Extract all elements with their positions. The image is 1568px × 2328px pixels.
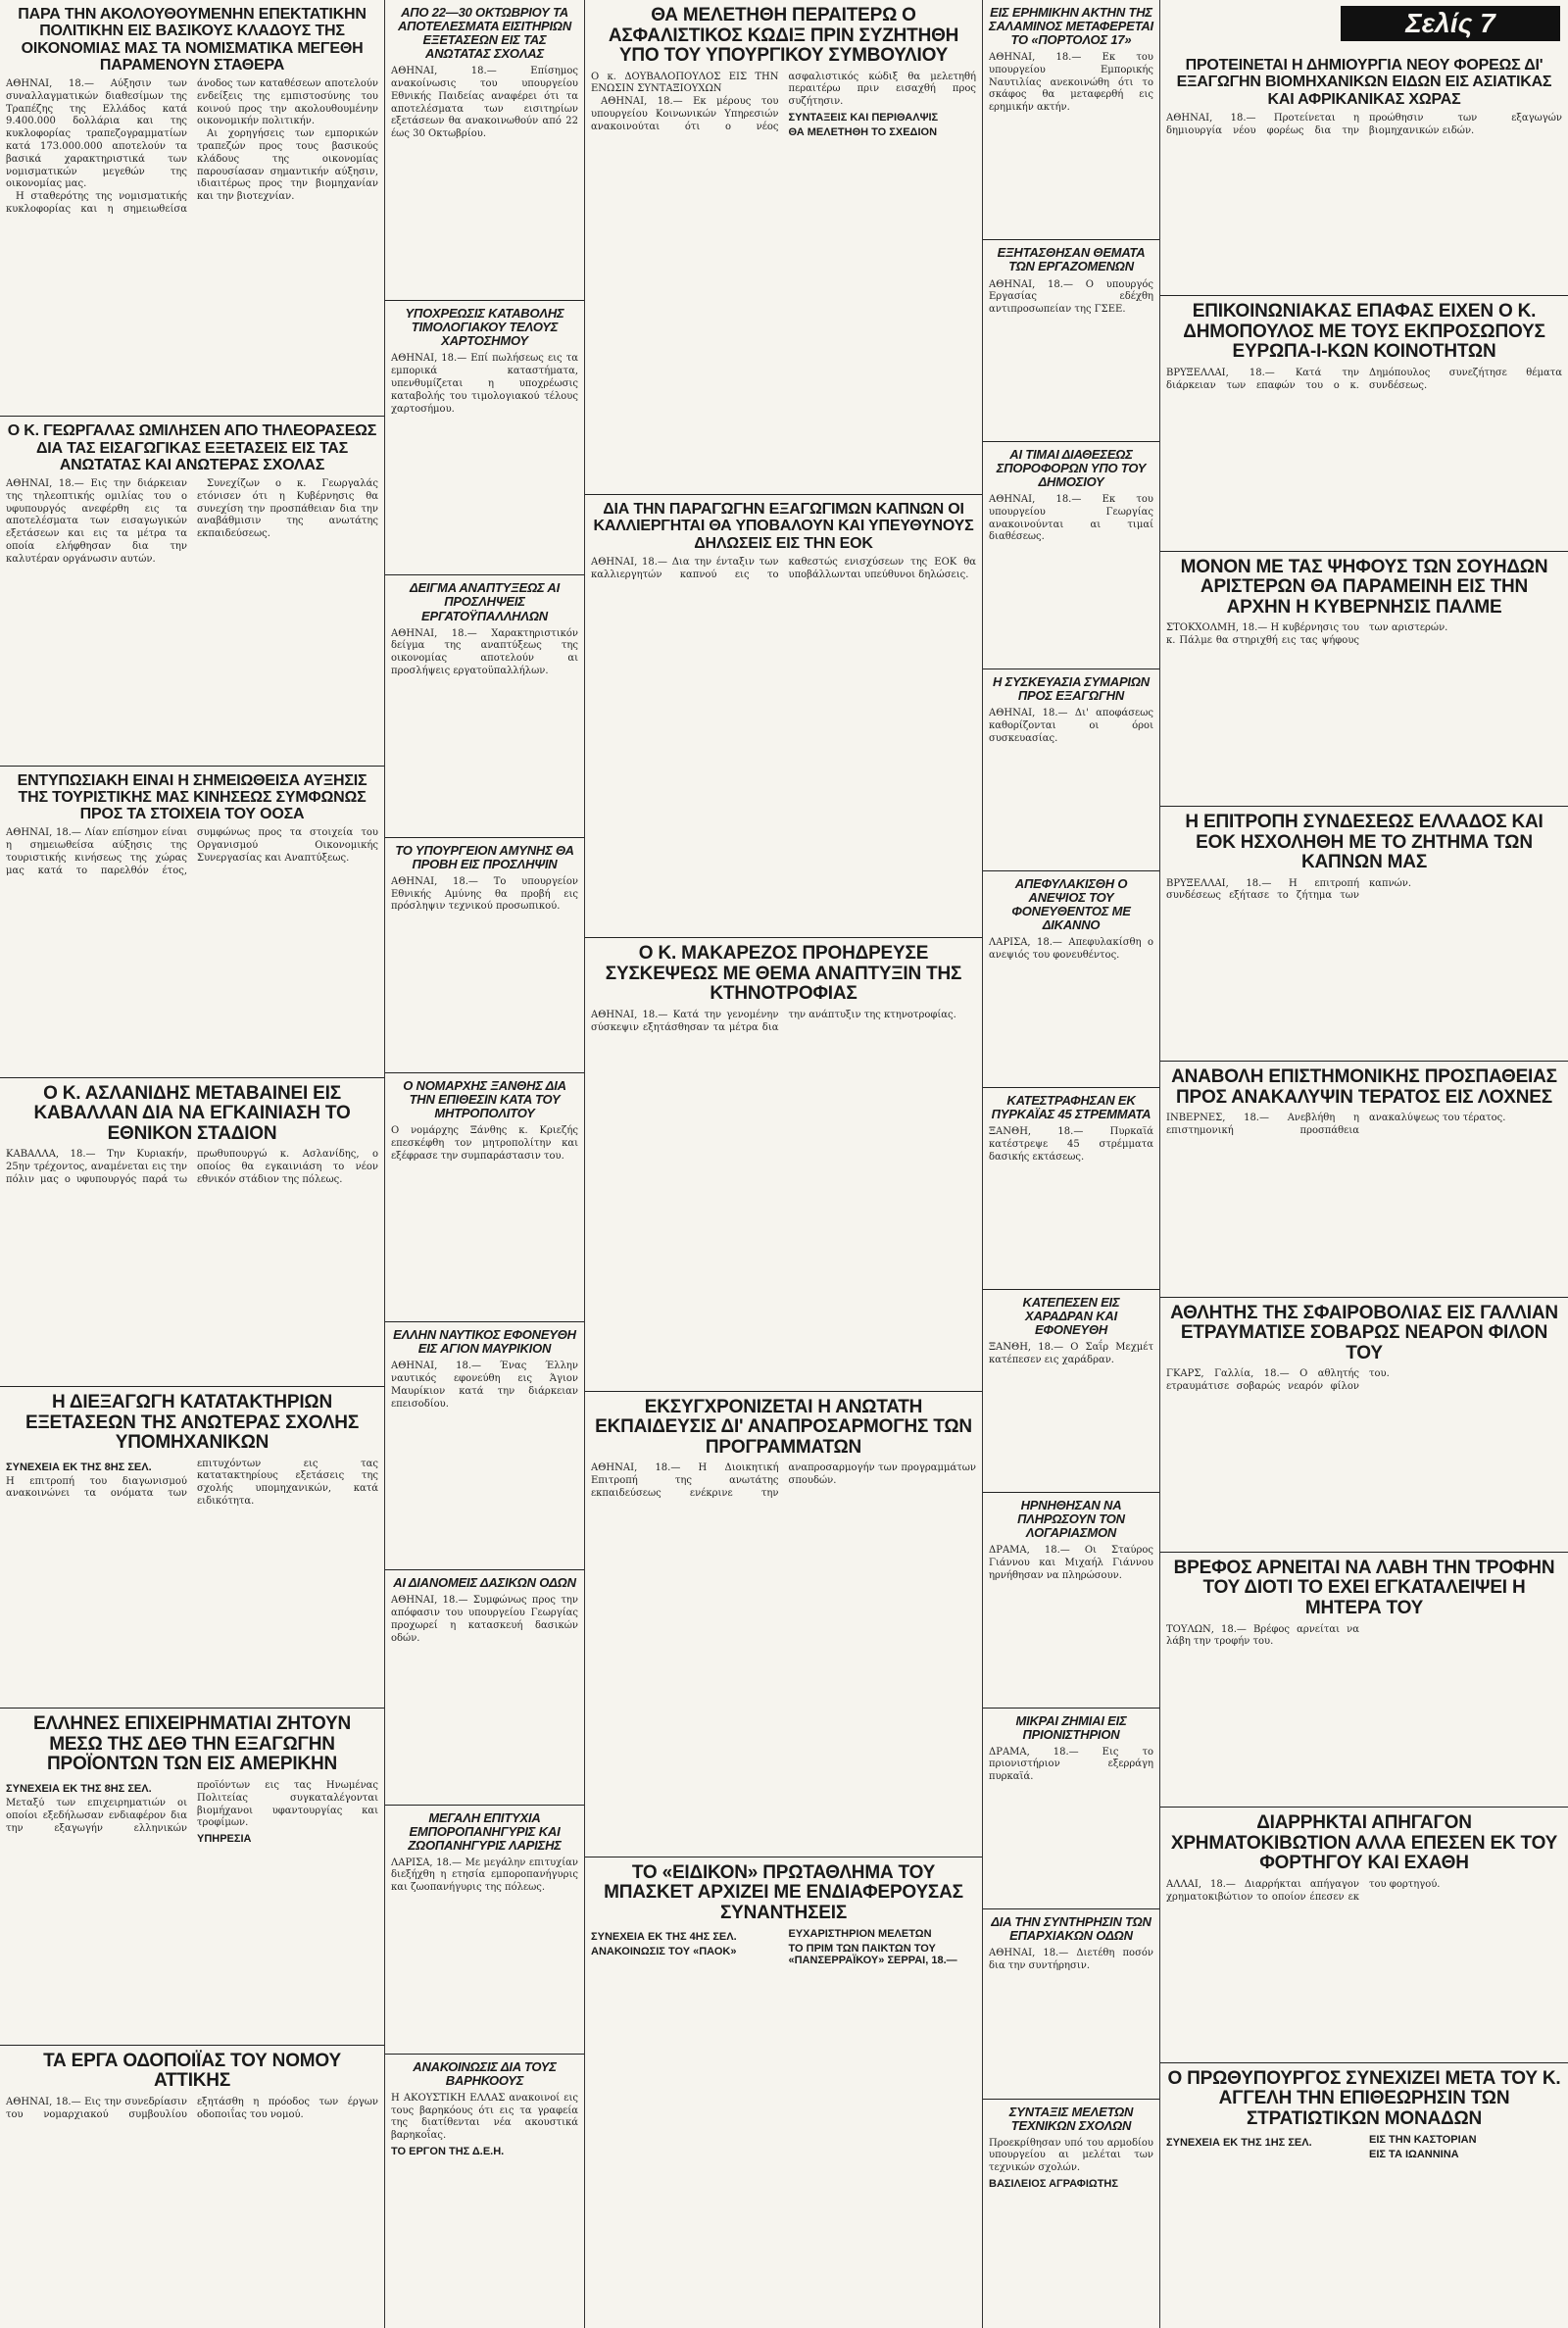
- headline: ΕΙΣ ΕΡΗΜΙΚΗΝ ΑΚΤΗΝ ΤΗΣ ΣΑΛΑΜΙΝΟΣ ΜΕΤΑΦΕΡΕΤΑΙ ΤΟ «ΠΟΡΤΟΛΟΣ 17»: [989, 5, 1153, 48]
- subheading: ΤΟ ΕΡΓΟΝ ΤΗΣ Δ.Ε.Η.: [391, 2146, 505, 2157]
- article-body: [591, 557, 976, 582]
- article: [983, 1709, 1159, 1909]
- article-body: [391, 1125, 578, 1163]
- column-2: [385, 0, 584, 2328]
- paragraph: ΛΑΡΙΣΑ, 18.— Απεφυλακίσθη ο ανεψιός του φονευθέντος.: [989, 936, 1153, 961]
- article-body: [6, 1780, 378, 1845]
- article-body: [591, 1010, 976, 1035]
- article-body: [989, 937, 1153, 963]
- article: [1160, 51, 1568, 296]
- headline: ΕΛΛΗΝ ΝΑΥΤΙΚΟΣ ΕΦΟΝΕΥΘΗ ΕΙΣ ΑΓΙΟΝ ΜΑΥΡΙΚΙΟΝ: [393, 1327, 576, 1357]
- article: [385, 0, 584, 301]
- article-body: [391, 1361, 578, 1411]
- article-body: [591, 72, 976, 138]
- headline: ΣΥΝΤΑΞΙΣ ΜΕΛΕΤΩΝ ΤΕΧΝΙΚΩΝ ΣΧΟΛΩΝ: [1008, 2104, 1134, 2133]
- paragraph: ΚΑΒΑΛΛΑ, 18.— Την Κυριακήν, 25ην τρέχοντος, αναμένεται εις την πόλιν μας ο υφυπουργός παρά τω πρωθυπουργώ κ. Ασλανίδης, ο οποίος θα εγκαινιάση το νέον εθνικόν στάδιον της πόλεως.: [6, 1149, 378, 1185]
- article: [0, 1078, 384, 1387]
- headline: Η ΕΠΙΤΡΟΠΗ ΣΥΝΔΕΣΕΩΣ ΕΛΛΑΔΟΣ ΚΑΙ ΕΟΚ ΗΣΧΟΛΗΘΗ ΜΕ ΤΟ ΖΗΤΗΜΑ ΤΩΝ ΚΑΠΝΩΝ ΜΑΣ: [1185, 811, 1544, 873]
- headline: ΔΙΑ ΤΗΝ ΣΥΝΤΗΡΗΣΙΝ ΤΩΝ ΕΠΑΡΧΙΑΚΩΝ ΟΔΩΝ: [991, 1914, 1152, 1944]
- headline: ΕΠΙΚΟΙΝΩΝΙΑΚΑΣ ΕΠΑΦΑΣ ΕΙΧΕΝ Ο Κ. ΔΗΜΟΠΟΥΛΟΣ ΜΕ ΤΟΥΣ ΕΚΠΡΟΣΩΠΟΥΣ ΕΥΡΩΠΑ-Ι-ΚΩΝ ΚΟΙΝΟΤΗΤΩΝ: [1183, 301, 1545, 363]
- paragraph: ΑΘΗΝΑΙ, 18.— Συμφώνως προς την απόφασιν του υπουργείου Γεωργίας προχωρεί η κατασκευή δασικών οδών.: [391, 1595, 578, 1644]
- article-body: [989, 52, 1153, 115]
- headline: ΒΡΕΦΟΣ ΑΡΝΕΙΤΑΙ ΝΑ ΛΑΒΗ ΤΗΝ ΤΡΟΦΗΝ ΤΟΥ ΔΙΟΤΙ ΤΟ ΕΧΕΙ ΕΓΚΑΤΑΛΕΙΨΕΙ Η ΜΗΤΕΡΑ ΤΟΥ: [1173, 1557, 1555, 1618]
- article: [385, 1322, 584, 1570]
- column-1: [0, 0, 384, 2328]
- article-body: [1166, 113, 1562, 138]
- article: [983, 1088, 1159, 1289]
- paragraph: ΔΡΑΜΑ, 18.— Εις το πριονιστήριον εξερράγη πυρκαϊά.: [989, 1746, 1153, 1783]
- paragraph: ΒΡΥΞΕΛΛΑΙ, 18.— Η επιτροπή συνδέσεως εξήτασε το ζήτημα των καπνών.: [1166, 877, 1412, 902]
- subheading: ΤΟ ΠΡΙΜ ΤΩΝ ΠΑΙΚΤΩΝ ΤΟΥ «ΠΑΝΣΕΡΡΑΪΚΟΥ» ΣΕΡΡΑΙ, 18.—: [788, 1943, 957, 1967]
- article-body: [989, 279, 1153, 317]
- headline: ΤΟ «ΕΙΔΙΚΟΝ» ΠΡΩΤΑΘΛΗΜΑ ΤΟΥ ΜΠΑΣΚΕΤ ΑΡΧΙΖΕΙ ΜΕ ΕΝΔΙΑΦΕΡΟΥΣΑΣ ΣΥΝΑΝΤΗΣΕΙΣ: [604, 1861, 963, 1923]
- paragraph: Ο νομάρχης Ξάνθης κ. Κριεζής επεσκέφθη τον μητροπολίτην και εξέφρασε την συμπαράστασιν του.: [391, 1124, 578, 1162]
- headline: ΥΠΟΧΡΕΩΣΙΣ ΚΑΤΑΒΟΛΗΣ ΤΙΜΟΛΟΓΙΑΚΟΥ ΤΕΛΟΥΣ ΧΑΡΤΟΣΗΜΟΥ: [405, 306, 564, 349]
- article-body: [591, 1462, 976, 1500]
- article-body: [391, 628, 578, 678]
- article-body: [1166, 1879, 1562, 1905]
- headline: ΚΑΤΕΠΕΣΕΝ ΕΙΣ ΧΑΡΑΔΡΑΝ ΚΑΙ ΕΦΟΝΕΥΘΗ: [1022, 1294, 1120, 1337]
- headline: ΔΙΑ ΤΗΝ ΠΑΡΑΓΩΓΗΝ ΕΞΑΓΩΓΙΜΩΝ ΚΑΠΝΩΝ ΟΙ ΚΑΛΛΙΕΡΓΗΤΑΙ ΘΑ ΥΠΟΒΑΛΟΥΝ ΚΑΙ ΥΠΕΥΘΥΝΟΥΣ ΔΗΛΩΣΕΙΣ ΕΙΣ ΤΗΝ ΕΟΚ: [593, 501, 974, 552]
- article: [983, 1909, 1159, 2099]
- article-body: [1166, 878, 1562, 904]
- paragraph: Η σταθερότης της νομισματικής κυκλοφορίας και η σημειωθείσα άνοδος των καταθέσεων αποτελούν ενδείξεις της εμπιστοσύνης του κοινού προς την ακολουθουμένην οικονομικήν πολιτικήν.: [6, 78, 378, 216]
- headline: ΜΕΓΑΛΗ ΕΠΙΤΥΧΙΑ ΕΜΠΟΡΟΠΑΝΗΓΥΡΙΣ ΚΑΙ ΖΩΟΠΑΝΗΓΥΡΙΣ ΛΑΡΙΣΗΣ: [408, 1809, 562, 1853]
- paragraph: ΑΘΗΝΑΙ, 18.— Προτείνεται η δημιουργία νέου φορέως δια την προώθησιν των εξαγωγών βιομηχανικών ειδών.: [1166, 112, 1562, 136]
- article-body: [591, 1928, 976, 1966]
- article: [1160, 807, 1568, 1062]
- masthead-bar: [1333, 0, 1568, 41]
- paragraph: ΙΝΒΕΡΝΕΣ, 18.— Ανεβλήθη η επιστημονική προσπάθεια ανακαλύψεως του τέρατος.: [1166, 1113, 1506, 1137]
- paragraph: ΑΘΗΝΑΙ, 18.— Εκ του υπουργείου Εμπορικής Ναυτιλίας ανεκοινώθη ότι το σκάφος θα μεταφερθή εις ερημικήν ακτήν.: [989, 52, 1153, 114]
- subheading: ΣΥΝΤΑΞΕΙΣ ΚΑΙ ΠΕΡΙΘΑΛΨΙΣ: [788, 111, 939, 124]
- article-body: [989, 2138, 1153, 2190]
- headline: ΑΘΛΗΤΗΣ ΤΗΣ ΣΦΑΙΡΟΒΟΛΙΑΣ ΕΙΣ ΓΑΛΛΙΑΝ ΕΤΡΑΥΜΑΤΙΣΕ ΣΟΒΑΡΩΣ ΝΕΑΡΟΝ ΦΙΛΟΝ ΤΟΥ: [1170, 1302, 1558, 1363]
- headline: ΑΝΑΒΟΛΗ ΕΠΙΣΤΗΜΟΝΙΚΗΣ ΠΡΟΣΠΑΘΕΙΑΣ ΠΡΟΣ ΑΝΑΚΑΛΥΨΙΝ ΤΕΡΑΤΟΣ ΕΙΣ ΛΟΧΝΕΣ: [1171, 1066, 1557, 1108]
- article: [1160, 1062, 1568, 1297]
- article: [385, 2055, 584, 2318]
- paragraph: ΛΑΡΙΣΑ, 18.— Με μεγάλην επιτυχίαν διεξήχθη η ετησία εμποροπανήγυρις και ζωοπανήγυρις της πόλεως.: [391, 1857, 578, 1894]
- headline: ΘΑ ΜΕΛΕΤΗΘΗ ΠΕΡΑΙΤΕΡΩ Ο ΑΣΦΑΛΙΣΤΙΚΟΣ ΚΩΔΙΞ ΠΡΙΝ ΣΥΖΗΤΗΘΗ ΥΠΟ ΤΟΥ ΥΠΟΥΡΓΙΚΟΥ ΣΥΜΒΟΥΛΙΟΥ: [608, 5, 959, 67]
- paragraph: ΤΟΥΛΩΝ, 18.— Βρέφος αρνείται να λάβη την τροφήν του.: [1166, 1623, 1359, 1648]
- article-body: [6, 1459, 378, 1509]
- article-body: [989, 708, 1153, 745]
- article-body: [391, 66, 578, 141]
- article: [585, 495, 982, 938]
- article-body: [1166, 2134, 1562, 2160]
- article-body: [391, 1857, 578, 1895]
- headline: ΔΕΙΓΜΑ ΑΝΑΠΤΥΞΕΩΣ ΑΙ ΠΡΟΣΛΗΨΕΙΣ ΕΡΓΑΤΟΫΠΑΛΛΗΛΩΝ: [409, 580, 561, 623]
- headline: ΜΟΝΟΝ ΜΕ ΤΑΣ ΨΗΦΟΥΣ ΤΩΝ ΣΟΥΗΔΩΝ ΑΡΙΣΤΕΡΩΝ ΘΑ ΠΑΡΑΜΕΙΝΗ ΕΙΣ ΤΗΝ ΑΡΧΗΝ Η ΚΥΒΕΡΝΗΣΙΣ ΠΑΛΜΕ: [1180, 556, 1548, 618]
- paragraph: Ο κ. ΔΟΥΒΑΛΟΠΟΥΛΟΣ ΕΙΣ ΤΗΝ ΕΝΩΣΙΝ ΣΥΝΤΑΞΙΟΥΧΩΝ: [591, 71, 779, 95]
- subheading: ΘΑ ΜΕΛΕΤΗΘΗ ΤΟ ΣΧΕΔΙΟΝ: [788, 125, 938, 138]
- headline: Η ΣΥΣΚΕΥΑΣΙΑ ΣΥΜΑΡΙΩΝ ΠΡΟΣ ΕΞΑΓΩΓΗΝ: [993, 674, 1150, 704]
- paragraph: ΑΘΗΝΑΙ, 18.— Χαρακτηριστικόν δείγμα της αναπτύξεως της οικονομίας αποτελούν αι προσλήψεις εργατοϋπαλλήλων.: [391, 627, 578, 676]
- paragraph: ΣΤΟΚΧΟΛΜΗ, 18.— Η κυβέρνησις του κ. Πάλμε θα στηριχθή εις τας ψήφους των αριστερών.: [1166, 622, 1448, 646]
- paragraph: ΑΘΗΝΑΙ, 18.— Εκ μέρους του υπουργείου Κοινωνικών Υπηρεσιών ανακοινούται ότι ο νέος ασφαλιστικός κώδιξ θα μελετηθή περαιτέρω πριν εισαχθή προς συζήτησιν.: [591, 71, 976, 132]
- article: [1160, 1808, 1568, 2062]
- paragraph: ΑΘΗΝΑΙ, 18.— Δια την ένταξιν των καλλιεργητών καπνού εις το καθεστώς ενισχύσεων της ΕΟΚ θα υποβάλλωνται υπεύθυνοι δηλώσεις.: [591, 556, 976, 580]
- headline: ΚΑΤΕΣΤΡΑΦΗΣΑΝ ΕΚ ΠΥΡΚΑΪΑΣ 45 ΣΤΡΕΜΜΑΤΑ: [991, 1093, 1152, 1122]
- page-number-masthead: Σελίς 7: [1341, 6, 1560, 41]
- article: [0, 2046, 384, 2320]
- article: [385, 301, 584, 575]
- paragraph: ΞΑΝΘΗ, 18.— Ο Σαΐρ Μεχμέτ κατέπεσεν εις χαράδραν.: [989, 1341, 1153, 1365]
- headline: ΤΑ ΕΡΓΑ ΟΔΟΠΟΙΪΑΣ ΤΟΥ ΝΟΜΟΥ ΑΤΤΙΚΗΣ: [43, 2050, 341, 2092]
- article: [385, 1073, 584, 1322]
- headline: Ο Κ. ΓΕΩΡΓΑΛΑΣ ΩΜΙΛΗΣΕΝ ΑΠΟ ΤΗΛΕΟΡΑΣΕΩΣ ΔΙΑ ΤΑΣ ΕΙΣΑΓΩΓΙΚΑΣ ΕΞΕΤΑΣΕΙΣ ΕΙΣ ΤΑΣ ΑΝΩΤΑΤΑΣ ΚΑΙ ΑΝΩΤΕΡΑΣ ΣΧΟΛΑΣ: [7, 422, 377, 473]
- article: [1160, 1553, 1568, 1808]
- article: [0, 417, 384, 766]
- paragraph: ΑΘΗΝΑΙ, 18.— Εις την διάρκειαν της τηλεοπτικής ομιλίας του ο υφυπουργός ανεφέρθη εις τα αποτελέσματα των εισαγωγικών εξετάσεων και εις τα μέτρα τα οποία ελήφθησαν δια την καλυτέραν οργάνωσιν αυτών.: [6, 478, 187, 565]
- article-body: [989, 1747, 1153, 1784]
- paragraph: ΓΚΑΡΣ, Γαλλία, 18.— Ο αθλητής ετραυμάτισε σοβαρώς νεαρόν φίλον του.: [1166, 1368, 1390, 1392]
- article: [0, 767, 384, 1078]
- article: [585, 938, 982, 1391]
- column-4: [983, 0, 1159, 2328]
- headline: ΠΡΟΤΕΙΝΕΤΑΙ Η ΔΗΜΙΟΥΡΓΙΑ ΝΕΟΥ ΦΟΡΕΩΣ ΔΙ' ΕΞΑΓΩΓΗΝ ΒΙΟΜΗΧΑΝΙΚΩΝ ΕΙΔΩΝ ΕΙΣ ΑΣΙΑΤΙΚΑΣ ΚΑΙ ΑΦΡΙΚΑΝΙΚΑΣ ΧΩΡΑΣ: [1176, 57, 1552, 108]
- headline: ΜΙΚΡΑΙ ΖΗΜΙΑΙ ΕΙΣ ΠΡΙΟΝΙΣΤΗΡΙΟΝ: [1015, 1712, 1127, 1742]
- column-3: [585, 0, 982, 2328]
- paragraph: ΑΘΗΝΑΙ, 18.— Επίσημος ανακοίνωσις του υπουργείου Εθνικής Παιδείας αναφέρει ότι τα αποτελέσματα των εισιτηρίων εξετάσεων θα ανακοινωθούν από 22 έως 30 Οκτωβρίου.: [391, 66, 578, 140]
- article: [983, 0, 1159, 240]
- article-body: [1166, 1624, 1562, 1650]
- headline: ΕΝΤΥΠΩΣΙΑΚΗ ΕΙΝΑΙ Η ΣΗΜΕΙΩΘΕΙΣΑ ΑΥΞΗΣΙΣ ΤΗΣ ΤΟΥΡΙΣΤΙΚΗΣ ΜΑΣ ΚΙΝΗΣΕΩΣ ΣΥΜΦΩΝΩΣ ΠΡΟΣ ΤΑ ΣΤΟΙΧΕΙΑ ΤΟΥ ΟΟΣΑ: [17, 771, 368, 823]
- article-body: [989, 1342, 1153, 1367]
- headline: ΑΠΕΦΥΛΑΚΙΣΘΗ Ο ΑΝΕΨΙΟΣ ΤΟΥ ΦΟΝΕΥΘΕΝΤΟΣ ΜΕ ΔΙΚΑΝΝΟ: [1011, 875, 1131, 932]
- paragraph: ΑΘΗΝΑΙ, 18.— Ο υπουργός Εργασίας εδέχθη αντιπροσωπείαν της ΓΣΕΕ.: [989, 278, 1153, 316]
- paragraph: Προεκρίθησαν υπό του αρμοδίου υπουργείου αι μελέται των τεχνικών σχολών.: [989, 2137, 1153, 2174]
- article: [983, 2100, 1159, 2316]
- article: [585, 1392, 982, 1857]
- article: [385, 1570, 584, 1805]
- paragraph: Η επιτροπή του διαγωνισμού ανακοινώνει τα ονόματα των επιτυχόντων εις τας κατατακτηρίους εξετάσεις της σχολής υπομηχανικών, κατά ειδικότητα.: [6, 1458, 378, 1508]
- article: [585, 1857, 982, 2322]
- headline: ΗΡΝΗΘΗΣΑΝ ΝΑ ΠΛΗΡΩΣΟΥΝ ΤΟΝ ΛΟΓΑΡΙΑΣΜΟΝ: [1017, 1498, 1125, 1541]
- paragraph: Αι χορηγήσεις των εμπορικών τραπεζών προς τους βασικούς κλάδους της οικονομίας παρουσίασαν σημαντικήν αύξησιν, ιδιαιτέρως προς την βιομηχανίαν και την βιοτεχνίαν.: [197, 128, 378, 203]
- headline: ΕΞΗΤΑΣΘΗΣΑΝ ΘΕΜΑΤΑ ΤΩΝ ΕΡΓΑΖΟΜΕΝΩΝ: [997, 245, 1146, 274]
- paragraph: ΑΘΗΝΑΙ, 18.— Διετέθη ποσόν δια την συντήρησιν.: [989, 1948, 1153, 1971]
- headline: ΤΟ ΥΠΟΥΡΓΕΙΟΝ ΑΜΥΝΗΣ ΘΑ ΠΡΟΒΗ ΕΙΣ ΠΡΟΣΛΗΨΙΝ: [395, 842, 574, 871]
- article-body: [989, 1126, 1153, 1164]
- paragraph: ΑΘΗΝΑΙ, 18.— Δι' αποφάσεως καθορίζονται οι όροι συσκευασίας.: [989, 708, 1153, 745]
- article: [983, 1290, 1159, 1493]
- article-body: [391, 2093, 578, 2157]
- headline: Ο Κ. ΜΑΚΑΡΕΖΟΣ ΠΡΟΗΔΡΕΥΣΕ ΣΥΣΚΕΨΕΩΣ ΜΕ ΘΕΜΑ ΑΝΑΠΤΥΞΙΝ ΤΗΣ ΚΤΗΝΟΤΡΟΦΙΑΣ: [605, 943, 962, 1005]
- paragraph: Συνεχίζων ο κ. Γεωργαλάς ετόνισεν ότι η Κυβέρνησις θα συνεχίση την προσπάθειαν δια την αναβάθμισιν της ανωτάτης εκπαιδεύσεως.: [197, 478, 378, 540]
- headline: ΕΚΣΥΓΧΡΟΝΙΖΕΤΑΙ Η ΑΝΩΤΑΤΗ ΕΚΠΑΙΔΕΥΣΙΣ ΔΙ' ΑΝΑΠΡΟΣΑΡΜΟΓΗΣ ΤΩΝ ΠΡΟΓΡΑΜΜΑΤΩΝ: [595, 1396, 972, 1458]
- article: [385, 575, 584, 837]
- headline: Ο Κ. ΑΣΛΑΝΙΔΗΣ ΜΕΤΑΒΑΙΝΕΙ ΕΙΣ ΚΑΒΑΛΛΑΝ ΔΙΑ ΝΑ ΕΓΚΑΙΝΙΑΣΗ ΤΟ ΕΘΝΙΚΟΝ ΣΤΑΔΙΟΝ: [33, 1082, 351, 1144]
- paragraph: ΑΘΗΝΑΙ, 18.— Κατά την γενομένην σύσκεψιν εξητάσθησαν τα μέτρα δια την ανάπτυξιν της κτηνοτροφίας.: [591, 1009, 956, 1033]
- subheading: ΣΥΝΕΧΕΙΑ ΕΚ ΤΗΣ 8ΗΣ ΣΕΛ.: [6, 1782, 152, 1795]
- article-body: [6, 78, 378, 217]
- paragraph: ΑΘΗΝΑΙ, 18.— Εις την συνεδρίασιν του νομαρχιακού συμβουλίου εξητάσθη η πρόοδος των έργων οδοποιΐας του νομού.: [6, 2096, 378, 2120]
- article-body: [6, 1149, 378, 1186]
- subheading: ΕΙΣ ΤΑ ΙΩΑΝΝΙΝΑ: [1369, 2149, 1459, 2161]
- paragraph: Η ΑΚΟΥΣΤΙΚΗ ΕΛΛΑΣ ανακοινοί εις τους βαρηκόους ότι εις τα γραφεία της διατίθενται νέα ακουστικά βαρηκοΐας.: [391, 2092, 578, 2142]
- article-body: [391, 1595, 578, 1645]
- article-body: [989, 1545, 1153, 1582]
- subheading: ΥΠΗΡΕΣΙΑ: [197, 1833, 252, 1846]
- article-body: [1166, 622, 1562, 648]
- article: [983, 1493, 1159, 1708]
- headline: ΑΝΑΚΟΙΝΩΣΙΣ ΔΙΑ ΤΟΥΣ ΒΑΡΗΚΟΟΥΣ: [413, 2058, 557, 2088]
- article: [983, 442, 1159, 669]
- subheading: ΣΥΝΕΧΕΙΑ ΕΚ ΤΗΣ 4ΗΣ ΣΕΛ.: [591, 1931, 737, 1944]
- article-body: [391, 353, 578, 416]
- headline: ΑΙ ΔΙΑΝΟΜΕΙΣ ΔΑΣΙΚΩΝ ΟΔΩΝ: [393, 1575, 576, 1591]
- subheading: ΕΙΣ ΤΗΝ ΚΑΣΤΟΡΙΑΝ: [1369, 2134, 1477, 2147]
- paragraph: ΑΛΛΑΙ, 18.— Διαρρήκται απήγαγον χρηματοκιβώτιον το οποίον έπεσεν εκ του φορτηγού.: [1166, 1878, 1441, 1903]
- article-body: [6, 2097, 378, 2122]
- headline: Ο ΝΟΜΑΡΧΗΣ ΞΑΝΘΗΣ ΔΙΑ ΤΗΝ ΕΠΙΘΕΣΙΝ ΚΑΤΑ ΤΟΥ ΜΗΤΡΟΠΟΛΙΤΟΥ: [403, 1077, 566, 1120]
- subheading: ΑΝΑΚΟΙΝΩΣΙΣ ΤΟΥ «ΠΑΟΚ»: [591, 1946, 737, 1958]
- paragraph: ΑΘΗΝΑΙ, 18.— Εκ του υπουργείου Γεωργίας ανακοινούνται αι τιμαί διαθέσεως.: [989, 494, 1153, 543]
- headline: Ο ΠΡΩΘΥΠΟΥΡΓΟΣ ΣΥΝΕΧΙΖΕΙ ΜΕΤΑ ΤΟΥ Κ. ΑΓΓΕΛΗ ΤΗΝ ΕΠΙΘΕΩΡΗΣΙΝ ΤΩΝ ΣΤΡΑΤΙΩΤΙΚΩΝ ΜΟΝΑΔΩΝ: [1167, 2067, 1561, 2129]
- paragraph: ΔΡΑΜΑ, 18.— Οι Σταύρος Γιάννου και Μιχαήλ Γιάννου ηρνήθησαν να πληρώσουν.: [989, 1545, 1153, 1581]
- subheading: ΒΑΣΙΛΕΙΟΣ ΑΓΡΑΦΙΩΤΗΣ: [989, 2177, 1118, 2190]
- article: [1160, 2063, 1568, 2318]
- article: [983, 669, 1159, 870]
- headline: ΠΑΡΑ ΤΗΝ ΑΚΟΛΟΥΘΟΥΜΕΝΗΝ ΕΠΕΚΤΑΤΙΚΗΝ ΠΟΛΙΤΙΚΗΝ ΕΙΣ ΒΑΣΙΚΟΥΣ ΚΛΑΔΟΥΣ ΤΗΣ ΟΙΚΟΝΟΜΙΑΣ ΜΑΣ ΤΑ ΝΟΜΙΣΜΑΤΙΚΑ ΜΕΓΕΘΗ ΠΑΡΑΜΕΝΟΥΝ ΣΤΑΘΕΡΑ: [18, 6, 367, 74]
- article-body: [1166, 1113, 1562, 1138]
- article-body: [1166, 1368, 1562, 1394]
- paragraph: ΑΘΗΝΑΙ, 18.— Αύξησιν των συναλλαγματικών διαθεσίμων της Τραπέζης της Ελλάδος κατά 9.400.000 δολλάρια και της κυκλοφορίας τραπεζογραμματίων κατά 173.000.000 αποτελούν τα βασικά χαρακτηριστικά των νομισματικών μεγεθών της οικονομίας μας.: [6, 78, 187, 190]
- paragraph: ΞΑΝΘΗ, 18.— Πυρκαϊά κατέστρεψε 45 στρέμματα δασικής εκτάσεως.: [989, 1126, 1153, 1163]
- article-body: [6, 478, 378, 567]
- paragraph: ΒΡΥΞΕΛΛΑΙ, 18.— Κατά την διάρκειαν των επαφών του ο κ. Δημόπουλος συνεζήτησε θέματα συνδέσεως.: [1166, 367, 1562, 391]
- article: [1160, 1298, 1568, 1553]
- article-body: [6, 827, 378, 877]
- subheading: ΣΥΝΕΧΕΙΑ ΕΚ ΤΗΣ 1ΗΣ ΣΕΛ.: [1166, 2137, 1312, 2150]
- headline: ΕΛΛΗΝΕΣ ΕΠΙΧΕΙΡΗΜΑΤΙΑΙ ΖΗΤΟΥΝ ΜΕΣΩ ΤΗΣ ΔΕΘ ΤΗΝ ΕΞΑΓΩΓΗΝ ΠΡΟΪΟΝΤΩΝ ΤΩΝ ΕΙΣ ΑΜΕΡΙΚΗΝ: [32, 1713, 352, 1775]
- headline: ΑΙ ΤΙΜΑΙ ΔΙΑΘΕΣΕΩΣ ΣΠΟΡΟΦΟΡΩΝ ΥΠΟ ΤΟΥ ΔΗΜΟΣΙΟΥ: [996, 446, 1147, 489]
- headline: Η ΔΙΕΞΑΓΩΓΗ ΚΑΤΑΤΑΚΤΗΡΙΩΝ ΕΞΕΤΑΣΕΩΝ ΤΗΣ ΑΝΩΤΕΡΑΣ ΣΧΟΛΗΣ ΥΠΟΜΗΧΑΝΙΚΩΝ: [24, 1392, 360, 1454]
- article: [385, 838, 584, 1073]
- article: [1160, 552, 1568, 807]
- paragraph: ΑΘΗΝΑΙ, 18.— Το υπουργείον Εθνικής Αμύνης θα προβή εις πρόσληψιν τεχνικού προσωπικού.: [391, 875, 578, 913]
- article: [1160, 296, 1568, 551]
- paragraph: ΑΘΗΝΑΙ, 18.— Επί πωλήσεως εις τα εμπορικά καταστήματα, υπενθυμίζεται η υποχρέωσις καταβολής του τιμολογιακού τέλους χαρτοσήμου.: [391, 353, 578, 415]
- article: [0, 1709, 384, 2045]
- paragraph: ΑΘΗΝΑΙ, 18.— Η Διοικητική Επιτροπή της ανωτάτης εκπαιδεύσεως ενέκρινε την αναπροσαρμογήν των προγραμμάτων σπουδών.: [591, 1462, 976, 1499]
- paragraph: Μεταξύ των επιχειρηματιών οι οποίοι εξεδήλωσαν ενδιαφέρον δια την εξαγωγήν ελληνικών προϊόντων εις τας Ηνωμένας Πολιτείας συγκαταλέγονται βιομήχανοι υφαντουργίας και τροφίμων.: [6, 1779, 378, 1834]
- article: [0, 0, 384, 417]
- headline: ΔΙΑΡΡΗΚΤΑΙ ΑΠΗΓΑΓΟΝ ΧΡΗΜΑΤΟΚΙΒΩΤΙΟΝ ΑΛΛΑ ΕΠΕΣΕΝ ΕΚ ΤΟΥ ΦΟΡΤΗΓΟΥ ΚΑΙ ΕΧΑΘΗ: [1170, 1812, 1558, 1874]
- article: [983, 871, 1159, 1088]
- article: [0, 1387, 384, 1709]
- headline: ΑΠΟ 22—30 ΟΚΤΩΒΡΙΟΥ ΤΑ ΑΠΟΤΕΛΕΣΜΑΤΑ ΕΙΣΙΤΗΡΙΩΝ ΕΞΕΤΑΣΕΩΝ ΕΙΣ ΤΑΣ ΑΝΩΤΑΤΑΣ ΣΧΟΛΑΣ: [397, 5, 572, 62]
- article-body: [989, 1948, 1153, 1973]
- paragraph: ΑΘΗΝΑΙ, 18.— Λίαν επίσημον είναι η σημειωθείσα αύξησις της τουριστικής κινήσεως της χώρας μας κατά το παρελθόν έτος, συμφώνως προς τα στοιχεία του Οργανισμού Οικονομικής Συνεργασίας και Αναπτύξεως.: [6, 827, 378, 876]
- article: [385, 1806, 584, 2055]
- column-5: [1160, 51, 1568, 2328]
- subheading: ΕΥΧΑΡΙΣΤΗΡΙΟΝ ΜΕΛΕΤΩΝ: [788, 1928, 932, 1941]
- subheading: ΣΥΝΕΧΕΙΑ ΕΚ ΤΗΣ 8ΗΣ ΣΕΛ.: [6, 1461, 152, 1473]
- article: [983, 240, 1159, 441]
- article-body: [391, 876, 578, 914]
- article-body: [989, 494, 1153, 544]
- paragraph: ΑΘΗΝΑΙ, 18.— Ένας Έλλην ναυτικός εφονεύθη εις Άγιον Μαυρίκιον κατά την διάρκειαν επεισοδίου.: [391, 1361, 578, 1410]
- article: [585, 0, 982, 495]
- article-body: [1166, 368, 1562, 393]
